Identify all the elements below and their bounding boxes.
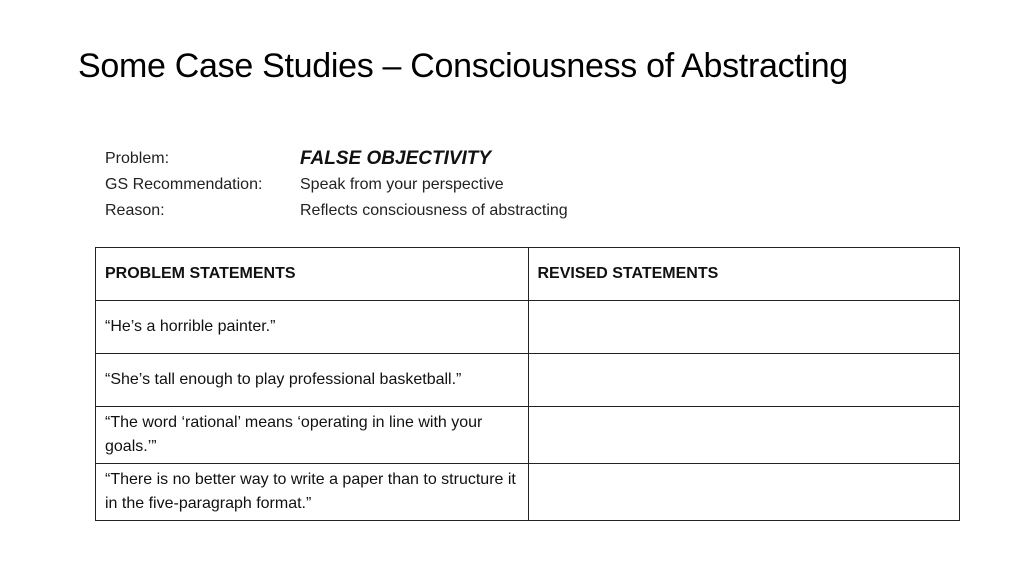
slide-title: Some Case Studies – Consciousness of Abstracting <box>78 47 848 85</box>
problem-statement-cell: “The word ‘rational’ means ‘operating in line with your goals.’” <box>96 407 529 464</box>
problem-value: FALSE OBJECTIVITY <box>300 148 492 169</box>
problem-statement-cell: “He’s a horrible painter.” <box>96 301 529 354</box>
table-row <box>96 354 960 407</box>
statements-table <box>95 247 960 521</box>
table-header-row <box>96 248 960 301</box>
problem-statement-cell: “There is no better way to write a paper than to structure it in the five-paragraph format.” <box>96 464 529 521</box>
revised-statement-cell[interactable] <box>528 301 960 354</box>
recommendation-value: Speak from your perspective <box>300 176 504 193</box>
problem-label: Problem: <box>105 150 170 167</box>
problem-info-block <box>105 146 705 224</box>
problem-row <box>105 146 705 172</box>
table-row <box>96 301 960 354</box>
table-row <box>96 464 960 521</box>
revised-statement-cell[interactable] <box>528 354 960 407</box>
reason-row <box>105 198 705 224</box>
header-revised-statements: REVISED STATEMENTS <box>528 248 960 301</box>
recommendation-row <box>105 172 705 198</box>
table-row <box>96 407 960 464</box>
recommendation-label: GS Recommendation: <box>105 176 263 193</box>
header-problem-statements: PROBLEM STATEMENTS <box>96 248 529 301</box>
revised-statement-cell[interactable] <box>528 407 960 464</box>
revised-statement-cell[interactable] <box>528 464 960 521</box>
problem-statement-cell: “She’s tall enough to play professional basketball.” <box>96 354 529 407</box>
reason-label: Reason: <box>105 202 165 219</box>
reason-value: Reflects consciousness of abstracting <box>300 202 568 219</box>
